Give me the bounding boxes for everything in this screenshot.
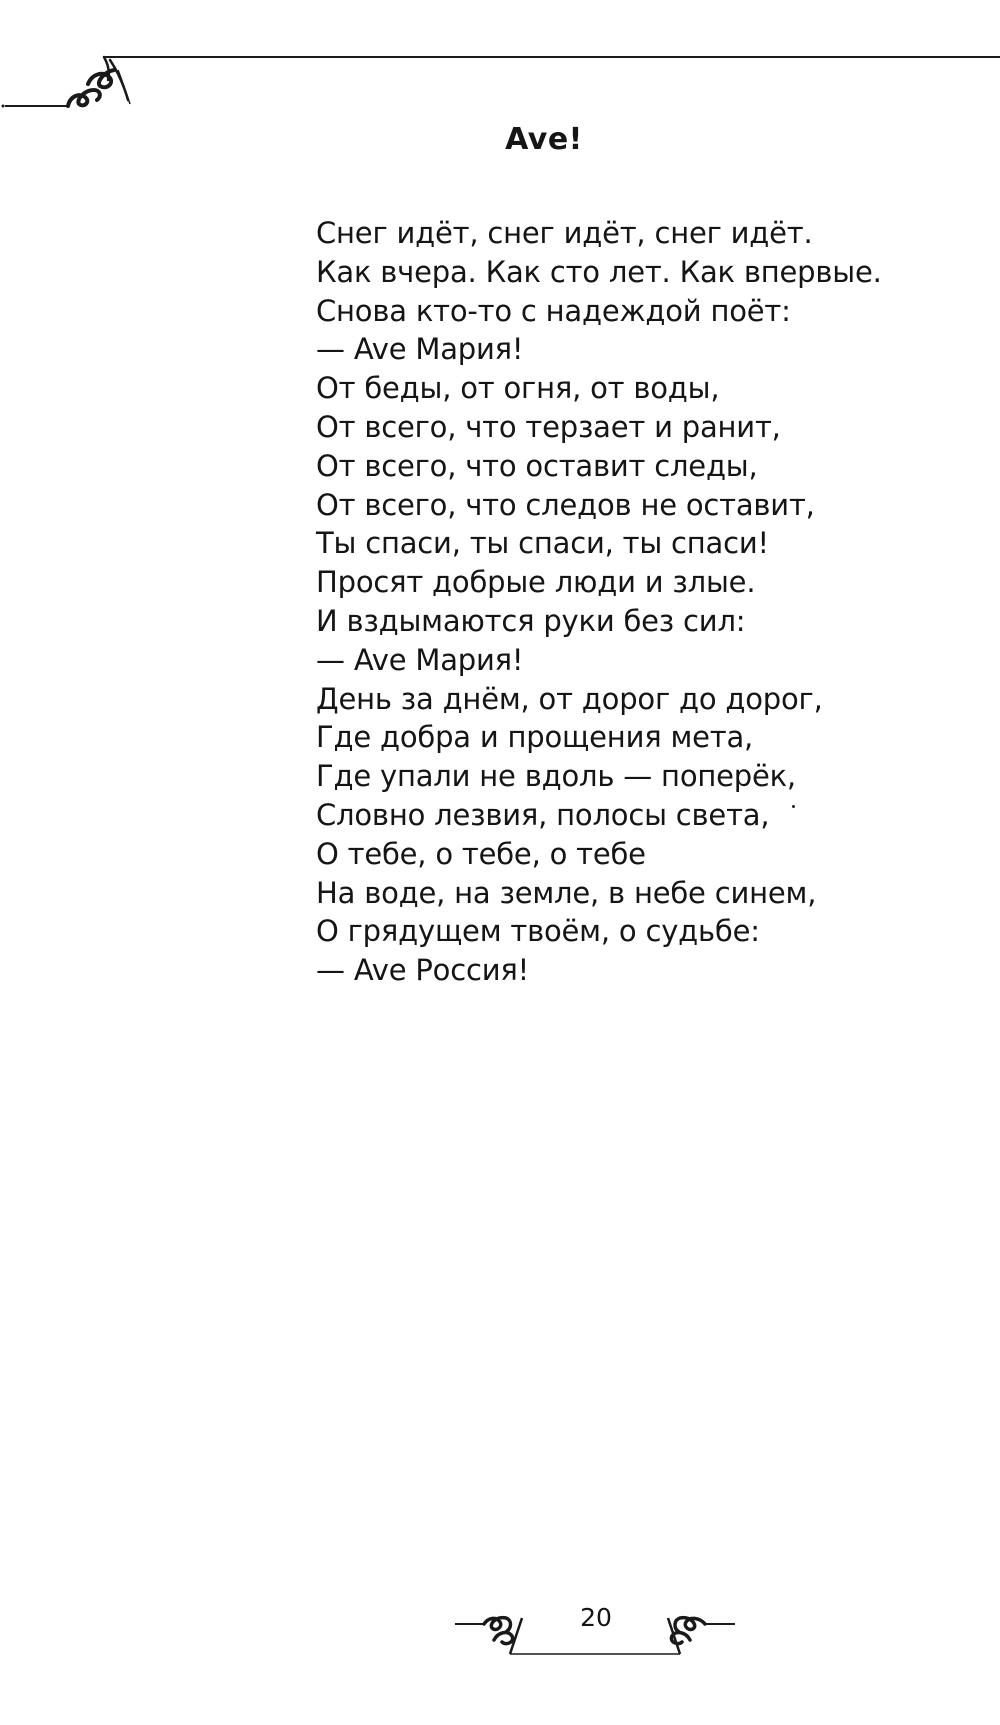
poem-line: Как вчера. Как сто лет. Как впервые. — [316, 254, 882, 289]
poem-line: День за днём, от дорог до дорог, — [316, 681, 823, 716]
poem-line: О грядущем твоём, о судьбе: — [316, 914, 760, 949]
poem-line: От всего, что оставит следы, — [316, 448, 758, 483]
poem-line: От беды, от огня, от воды, — [316, 371, 720, 406]
poem-line: И вздымаются руки без сил: — [316, 603, 746, 638]
poem-line: Где упали не вдоль — поперёк, — [316, 759, 796, 794]
poem-body — [316, 214, 956, 990]
poem-line: От всего, что терзает и ранит, — [316, 409, 781, 444]
poem-line: — Ave Мария! — [316, 642, 524, 677]
poem-line: — Ave Россия! — [316, 953, 530, 988]
poem-line: От всего, что следов не оставит, — [316, 487, 815, 522]
poem-line: Снег идёт, снег идёт, снег идёт. — [316, 216, 813, 250]
page-number: 20 — [580, 1603, 612, 1632]
poem-line: Ты спаси, ты спаси, ты спаси! — [316, 526, 769, 561]
stray-dot-mark — [792, 805, 795, 808]
poem-line: Снова кто-то с надеждой поёт: — [316, 293, 791, 328]
poem-line: О тебе, о тебе, о тебе — [316, 836, 646, 871]
poem-title: Ave! — [505, 122, 583, 157]
poem-line: Где добра и прощения мета, — [316, 720, 754, 755]
poem-line: На воде, на земле, в небе синем, — [316, 875, 817, 910]
poem-line: Просят добрые люди и злые. — [316, 565, 756, 600]
poem-line: — Ave Мария! — [316, 332, 524, 367]
flourish-header-ornament-icon — [0, 40, 1000, 120]
poem-line: Словно лезвия, полосы света, — [316, 797, 770, 832]
